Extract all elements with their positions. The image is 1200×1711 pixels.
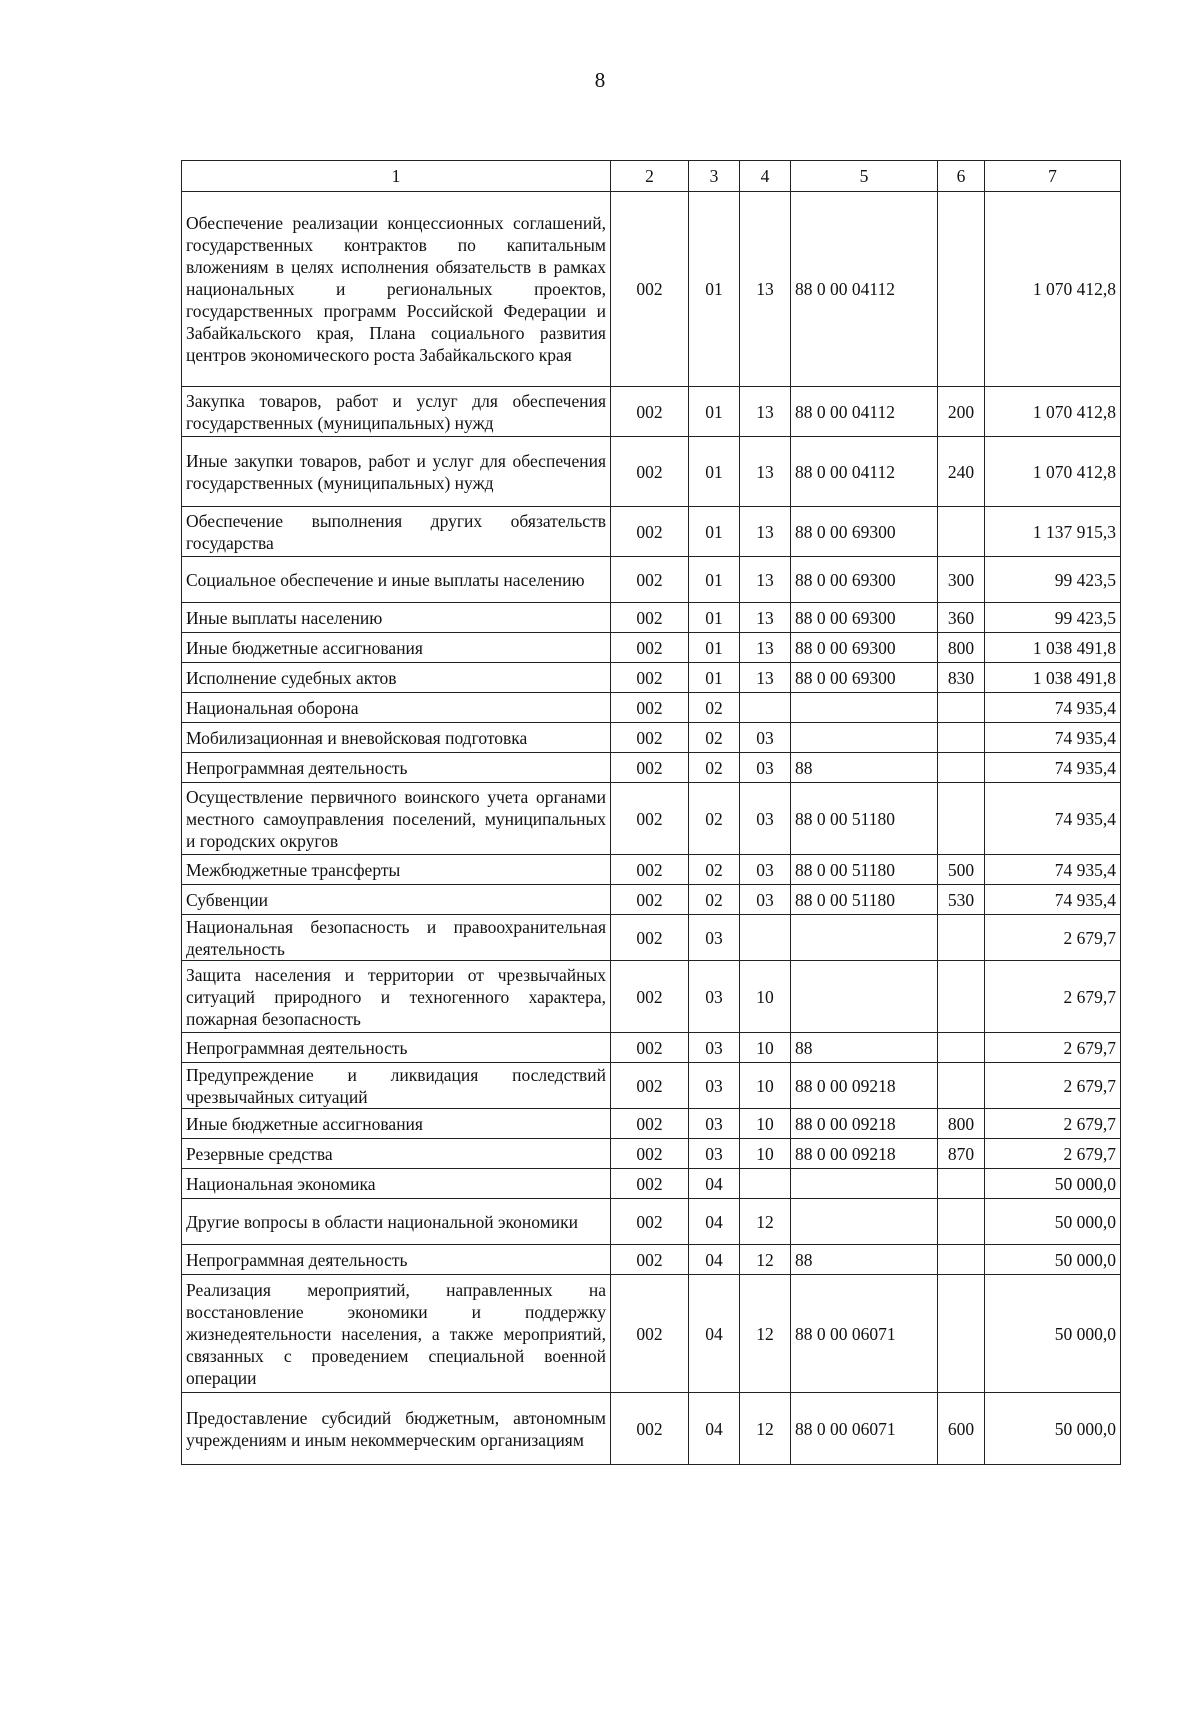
cell-amount: 74 935,4: [985, 723, 1121, 753]
cell-name: Субвенции: [182, 885, 611, 915]
cell-subsection: 13: [740, 507, 791, 557]
cell-expense-type: [938, 961, 985, 1033]
cell-name: Межбюджетные трансферты: [182, 855, 611, 885]
cell-name: Осуществление первичного воинского учета органами местного самоуправления поселений, муниципальных и городских округов: [182, 783, 611, 855]
table-row: [182, 1393, 1121, 1465]
cell-amount: 74 935,4: [985, 855, 1121, 885]
cell-amount: 99 423,5: [985, 603, 1121, 633]
cell-chapter: 002: [611, 1275, 689, 1393]
cell-chapter: 002: [611, 192, 689, 387]
cell-subsection: 03: [740, 783, 791, 855]
cell-section: 04: [689, 1275, 740, 1393]
cell-section: 01: [689, 192, 740, 387]
cell-target-article: 88 0 00 69300: [791, 507, 938, 557]
cell-section: 03: [689, 915, 740, 961]
cell-chapter: 002: [611, 1245, 689, 1275]
cell-expense-type: [938, 507, 985, 557]
cell-section: 03: [689, 1033, 740, 1063]
table-row: [182, 753, 1121, 783]
table-row: [182, 1245, 1121, 1275]
table-row: [182, 507, 1121, 557]
cell-section: 03: [689, 1109, 740, 1139]
cell-subsection: 12: [740, 1275, 791, 1393]
cell-subsection: [740, 915, 791, 961]
table-row: [182, 633, 1121, 663]
cell-section: 01: [689, 557, 740, 603]
cell-name: Национальная экономика: [182, 1169, 611, 1199]
cell-expense-type: 870: [938, 1139, 985, 1169]
cell-chapter: 002: [611, 507, 689, 557]
cell-target-article: 88 0 00 09218: [791, 1139, 938, 1169]
col-header-6: 6: [938, 161, 985, 192]
cell-expense-type: 500: [938, 855, 985, 885]
cell-name: Социальное обеспечение и иные выплаты населению: [182, 557, 611, 603]
cell-expense-type: [938, 1063, 985, 1109]
cell-amount: 1 038 491,8: [985, 663, 1121, 693]
cell-target-article: 88: [791, 1245, 938, 1275]
cell-name: Защита населения и территории от чрезвычайных ситуаций природного и техногенного характера, пожарная безопасность: [182, 961, 611, 1033]
cell-target-article: [791, 1199, 938, 1245]
table-row: [182, 387, 1121, 437]
cell-expense-type: [938, 753, 985, 783]
cell-name: Обеспечение реализации концессионных соглашений, государственных контрактов по капитальным вложениям в целях исполнения обязательств в рамках национальных и региональных проектов, государственных программ Российской Федерации и Забайкальского края, Плана социального развития центров экономического роста Забайкальского края: [182, 192, 611, 387]
cell-name: Непрограммная деятельность: [182, 753, 611, 783]
cell-expense-type: 800: [938, 633, 985, 663]
cell-subsection: [740, 1169, 791, 1199]
cell-section: 02: [689, 753, 740, 783]
cell-target-article: 88 0 00 69300: [791, 633, 938, 663]
cell-amount: 2 679,7: [985, 1139, 1121, 1169]
cell-chapter: 002: [611, 603, 689, 633]
cell-expense-type: [938, 1275, 985, 1393]
cell-subsection: 13: [740, 633, 791, 663]
cell-name: Национальная оборона: [182, 693, 611, 723]
cell-subsection: 12: [740, 1393, 791, 1465]
cell-name: Исполнение судебных актов: [182, 663, 611, 693]
cell-amount: 74 935,4: [985, 783, 1121, 855]
cell-chapter: 002: [611, 885, 689, 915]
cell-amount: 1 070 412,8: [985, 192, 1121, 387]
cell-name: Предупреждение и ликвидация последствий чрезвычайных ситуаций: [182, 1063, 611, 1109]
cell-name: Предоставление субсидий бюджетным, автономным учреждениям и иным некоммерческим организациям: [182, 1393, 611, 1465]
cell-name: Резервные средства: [182, 1139, 611, 1169]
cell-amount: 99 423,5: [985, 557, 1121, 603]
cell-name: Другие вопросы в области национальной экономики: [182, 1199, 611, 1245]
cell-chapter: 002: [611, 1169, 689, 1199]
cell-chapter: 002: [611, 753, 689, 783]
table-row: [182, 437, 1121, 507]
cell-expense-type: 600: [938, 1393, 985, 1465]
cell-section: 02: [689, 783, 740, 855]
cell-expense-type: [938, 693, 985, 723]
cell-amount: 50 000,0: [985, 1275, 1121, 1393]
cell-chapter: 002: [611, 783, 689, 855]
cell-expense-type: 530: [938, 885, 985, 915]
cell-target-article: [791, 961, 938, 1033]
table-row: [182, 1139, 1121, 1169]
cell-amount: 74 935,4: [985, 693, 1121, 723]
col-header-2: 2: [611, 161, 689, 192]
cell-section: 02: [689, 693, 740, 723]
table-row: [182, 192, 1121, 387]
table-row: [182, 603, 1121, 633]
cell-name: Реализация мероприятий, направленных на восстановление экономики и поддержку жизнедеятельности населения, а также мероприятий, связанных с проведением специальной военной операции: [182, 1275, 611, 1393]
table-row: [182, 1033, 1121, 1063]
table-row: [182, 783, 1121, 855]
cell-chapter: 002: [611, 1109, 689, 1139]
cell-expense-type: 300: [938, 557, 985, 603]
cell-target-article: 88 0 00 09218: [791, 1063, 938, 1109]
cell-chapter: 002: [611, 663, 689, 693]
cell-chapter: 002: [611, 387, 689, 437]
cell-chapter: 002: [611, 693, 689, 723]
cell-target-article: [791, 693, 938, 723]
cell-chapter: 002: [611, 915, 689, 961]
cell-expense-type: [938, 723, 985, 753]
cell-subsection: 12: [740, 1245, 791, 1275]
cell-target-article: 88 0 00 69300: [791, 603, 938, 633]
cell-subsection: 10: [740, 1063, 791, 1109]
cell-target-article: [791, 915, 938, 961]
table-row: [182, 961, 1121, 1033]
cell-section: 02: [689, 723, 740, 753]
cell-subsection: 10: [740, 961, 791, 1033]
cell-subsection: 12: [740, 1199, 791, 1245]
cell-section: 02: [689, 855, 740, 885]
cell-subsection: 03: [740, 753, 791, 783]
cell-chapter: 002: [611, 1199, 689, 1245]
cell-expense-type: 240: [938, 437, 985, 507]
col-header-5: 5: [791, 161, 938, 192]
cell-amount: 50 000,0: [985, 1199, 1121, 1245]
cell-target-article: 88 0 00 51180: [791, 885, 938, 915]
cell-section: 01: [689, 387, 740, 437]
table-row: [182, 915, 1121, 961]
table-row: [182, 663, 1121, 693]
cell-name: Иные закупки товаров, работ и услуг для обеспечения государственных (муниципальных) нужд: [182, 437, 611, 507]
cell-name: Иные бюджетные ассигнования: [182, 1109, 611, 1139]
cell-chapter: 002: [611, 633, 689, 663]
cell-subsection: 13: [740, 192, 791, 387]
cell-target-article: 88 0 00 06071: [791, 1275, 938, 1393]
cell-name: Закупка товаров, работ и услуг для обеспечения государственных (муниципальных) нужд: [182, 387, 611, 437]
table-row: [182, 557, 1121, 603]
table-row: [182, 855, 1121, 885]
cell-name: Обеспечение выполнения других обязательств государства: [182, 507, 611, 557]
cell-amount: 2 679,7: [985, 915, 1121, 961]
cell-target-article: 88 0 00 51180: [791, 783, 938, 855]
cell-amount: 74 935,4: [985, 753, 1121, 783]
cell-target-article: [791, 723, 938, 753]
cell-expense-type: [938, 1033, 985, 1063]
cell-expense-type: 360: [938, 603, 985, 633]
cell-section: 01: [689, 507, 740, 557]
cell-amount: 2 679,7: [985, 1033, 1121, 1063]
cell-section: 04: [689, 1199, 740, 1245]
cell-section: 04: [689, 1245, 740, 1275]
cell-subsection: 10: [740, 1139, 791, 1169]
cell-section: 03: [689, 1139, 740, 1169]
cell-subsection: 13: [740, 557, 791, 603]
cell-subsection: 03: [740, 855, 791, 885]
cell-name: Непрограммная деятельность: [182, 1245, 611, 1275]
cell-target-article: 88: [791, 753, 938, 783]
cell-section: 02: [689, 885, 740, 915]
cell-amount: 2 679,7: [985, 961, 1121, 1033]
cell-amount: 50 000,0: [985, 1169, 1121, 1199]
cell-chapter: 002: [611, 855, 689, 885]
cell-chapter: 002: [611, 437, 689, 507]
cell-target-article: 88 0 00 04112: [791, 387, 938, 437]
col-header-3: 3: [689, 161, 740, 192]
budget-table: [181, 160, 1121, 1465]
cell-section: 04: [689, 1169, 740, 1199]
cell-chapter: 002: [611, 1393, 689, 1465]
table-row: [182, 1169, 1121, 1199]
cell-name: Иные выплаты населению: [182, 603, 611, 633]
cell-section: 04: [689, 1393, 740, 1465]
cell-amount: 74 935,4: [985, 885, 1121, 915]
table-row: [182, 1275, 1121, 1393]
table-row: [182, 1109, 1121, 1139]
cell-expense-type: [938, 1169, 985, 1199]
cell-expense-type: [938, 1245, 985, 1275]
cell-chapter: 002: [611, 1033, 689, 1063]
cell-subsection: 10: [740, 1109, 791, 1139]
cell-target-article: 88 0 00 51180: [791, 855, 938, 885]
col-header-7: 7: [985, 161, 1121, 192]
cell-amount: 1 137 915,3: [985, 507, 1121, 557]
col-header-4: 4: [740, 161, 791, 192]
cell-target-article: 88 0 00 09218: [791, 1109, 938, 1139]
table-row: [182, 723, 1121, 753]
cell-subsection: 13: [740, 387, 791, 437]
cell-name: Мобилизационная и вневойсковая подготовка: [182, 723, 611, 753]
cell-target-article: 88 0 00 06071: [791, 1393, 938, 1465]
cell-expense-type: [938, 192, 985, 387]
cell-target-article: 88 0 00 69300: [791, 663, 938, 693]
cell-subsection: [740, 693, 791, 723]
cell-amount: 1 038 491,8: [985, 633, 1121, 663]
cell-amount: 50 000,0: [985, 1245, 1121, 1275]
page-number: 8: [594, 68, 606, 92]
header-row: [182, 161, 1121, 192]
cell-expense-type: [938, 915, 985, 961]
cell-section: 01: [689, 437, 740, 507]
cell-target-article: [791, 1169, 938, 1199]
table-row: [182, 693, 1121, 723]
cell-chapter: 002: [611, 723, 689, 753]
cell-subsection: 03: [740, 723, 791, 753]
cell-expense-type: [938, 1199, 985, 1245]
cell-chapter: 002: [611, 1139, 689, 1169]
cell-chapter: 002: [611, 961, 689, 1033]
cell-expense-type: 830: [938, 663, 985, 693]
cell-subsection: 03: [740, 885, 791, 915]
cell-name: Национальная безопасность и правоохранительная деятельность: [182, 915, 611, 961]
table-row: [182, 1063, 1121, 1109]
cell-section: 01: [689, 663, 740, 693]
cell-amount: 1 070 412,8: [985, 387, 1121, 437]
cell-section: 03: [689, 961, 740, 1033]
cell-name: Иные бюджетные ассигнования: [182, 633, 611, 663]
cell-subsection: 13: [740, 663, 791, 693]
cell-subsection: 13: [740, 603, 791, 633]
cell-amount: 1 070 412,8: [985, 437, 1121, 507]
cell-name: Непрограммная деятельность: [182, 1033, 611, 1063]
table-row: [182, 1199, 1121, 1245]
cell-target-article: 88: [791, 1033, 938, 1063]
cell-expense-type: [938, 783, 985, 855]
cell-expense-type: 800: [938, 1109, 985, 1139]
cell-amount: 2 679,7: [985, 1063, 1121, 1109]
cell-amount: 50 000,0: [985, 1393, 1121, 1465]
cell-target-article: 88 0 00 04112: [791, 437, 938, 507]
cell-subsection: 10: [740, 1033, 791, 1063]
cell-section: 03: [689, 1063, 740, 1109]
col-header-1: 1: [182, 161, 611, 192]
cell-target-article: 88 0 00 04112: [791, 192, 938, 387]
cell-amount: 2 679,7: [985, 1109, 1121, 1139]
cell-chapter: 002: [611, 1063, 689, 1109]
cell-target-article: 88 0 00 69300: [791, 557, 938, 603]
table-row: [182, 885, 1121, 915]
cell-section: 01: [689, 633, 740, 663]
cell-subsection: 13: [740, 437, 791, 507]
cell-expense-type: 200: [938, 387, 985, 437]
table-body: [182, 192, 1121, 1465]
cell-chapter: 002: [611, 557, 689, 603]
cell-section: 01: [689, 603, 740, 633]
